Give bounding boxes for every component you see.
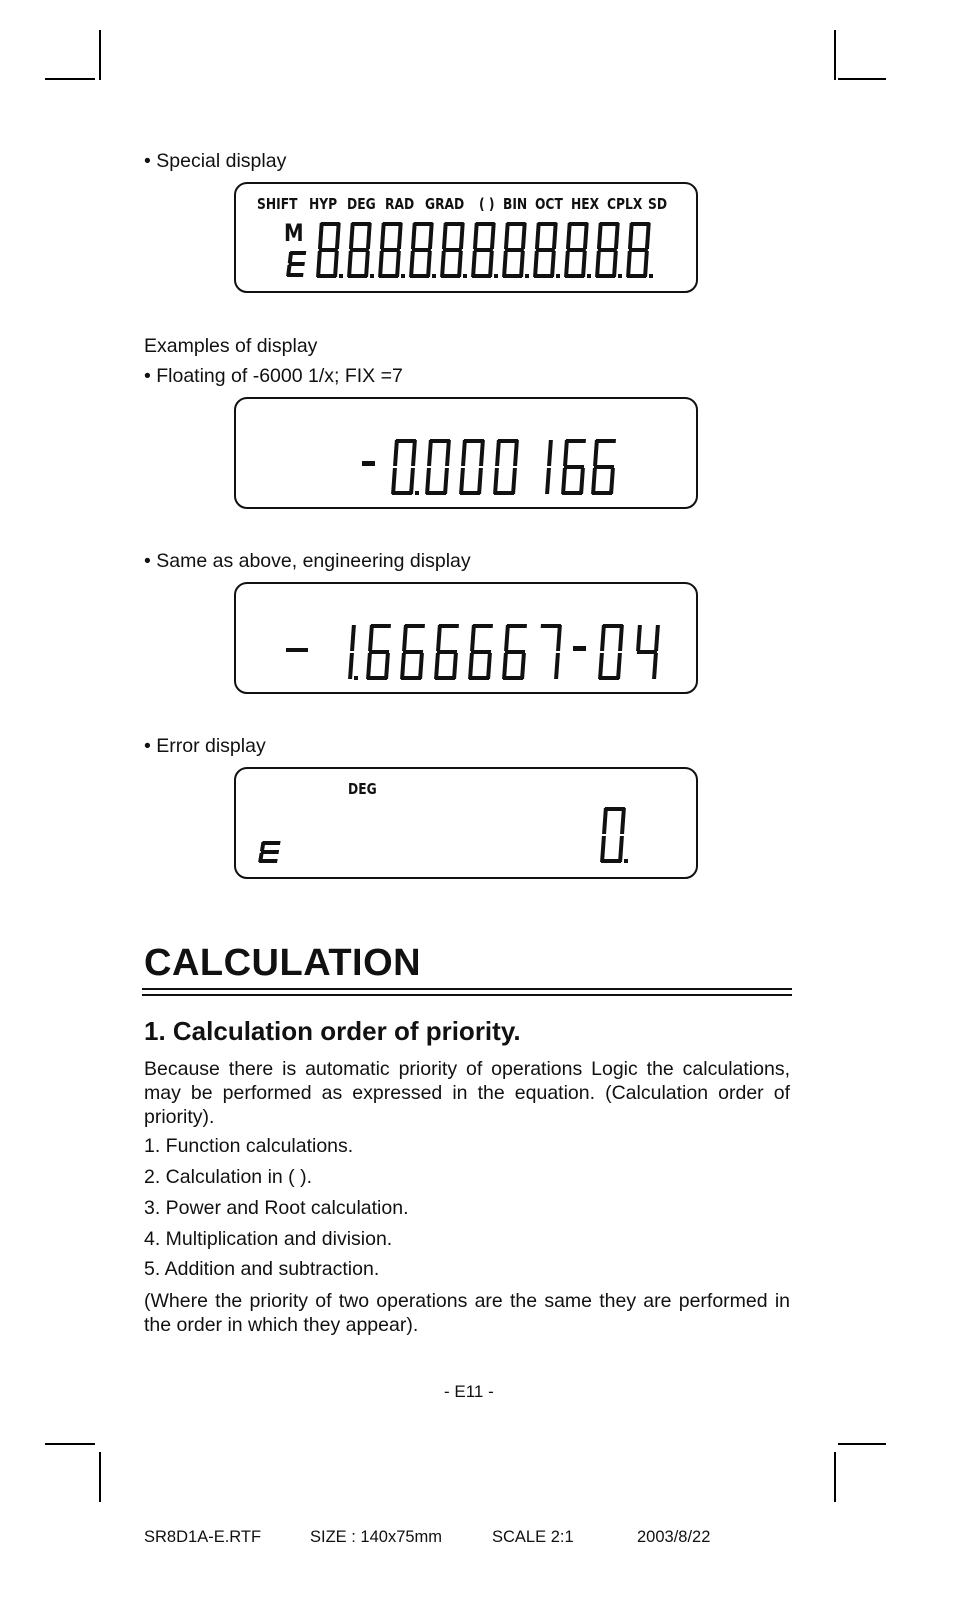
annunciator-7: OCT [535,195,563,214]
lcd-digit [502,624,527,680]
lcd-digit [378,222,405,278]
floating-display-svg [236,399,696,507]
floating-display-lcd [234,397,698,509]
lcd-digit [598,624,624,680]
priority-item-2: 2. Calculation in ( ). [144,1166,312,1188]
engineering-display-lcd [234,582,698,694]
lcd-digit [348,625,358,680]
footer-date: 2003/8/22 [637,1528,711,1546]
crop-mark-bottom-left-horizontal [45,1443,95,1445]
special-display-svg [236,184,696,291]
annunciator-5: ( ) [479,195,495,214]
lcd-digit [316,222,343,278]
floating-caption: • Floating of -6000 1/x; FIX =7 [144,365,403,387]
lcd-digit [533,222,560,278]
annunciator-8: HEX [571,195,600,214]
special-display-caption: • Special display [144,150,287,172]
lcd-digit [493,439,519,495]
section-rule-top [142,988,792,990]
error-display-lcd [234,767,698,879]
error-indicator [258,841,280,863]
lcd-digit [541,624,562,679]
priority-item-5: 5. Addition and subtraction. [144,1258,380,1280]
section-subtitle: 1. Calculation order of priority. [144,1016,521,1046]
annunciator-3: RAD [385,195,415,214]
section-rule-bottom [142,994,792,996]
page-number: - E11 - [444,1382,494,1401]
crop-mark-top-left-horizontal [45,78,95,80]
error-display-svg [236,769,696,877]
lcd-digit [600,807,628,863]
lcd-digit [471,222,498,278]
lcd-digit [502,222,529,278]
lcd-digit [409,222,436,278]
crop-mark-top-right-vertical [834,30,836,80]
lcd-digit [573,646,586,651]
examples-heading: Examples of display [144,335,318,357]
lcd-digit [347,222,374,278]
engineering-caption: • Same as above, engineering display [144,550,471,572]
error-indicator [286,251,306,277]
annunciator-6: BIN [503,195,528,214]
footer-scale: SCALE 2:1 [492,1528,574,1546]
deg-annunciator: DEG [348,780,377,799]
lcd-sign [286,648,308,652]
annunciator-4: GRAD [425,195,465,214]
lcd-digit [591,439,616,495]
lcd-digit [626,222,653,278]
lcd-digit [434,624,459,680]
priority-note: (Where the priority of two operations are the same they are performed in the order in which they appear). [144,1290,790,1336]
lcd-digit [595,222,622,278]
annunciator-2: DEG [347,195,376,214]
lcd-digit [545,440,553,494]
annunciator-10: SD [648,195,668,214]
lcd-digit [440,222,467,278]
lcd-digit [564,222,591,278]
lcd-digit [391,439,419,495]
annunciator-9: CPLX [607,195,643,214]
annunciator-0: SHIFT [257,195,298,214]
footer-size: SIZE : 140x75mm [310,1528,443,1546]
lcd-digit [636,625,660,679]
crop-mark-bottom-right-vertical [834,1452,836,1502]
lcd-digit [425,439,451,495]
priority-item-1: 1. Function calculations. [144,1135,354,1157]
lcd-digit [362,461,375,466]
footer-file: SR8D1A-E.RTF [144,1528,262,1546]
lcd-digit [561,439,586,495]
priority-item-3: 3. Power and Root calculation. [144,1197,409,1219]
annunciator-1: HYP [309,195,338,214]
crop-mark-top-left-vertical [99,30,101,80]
lcd-digit [400,624,425,680]
memory-indicator: M [284,220,304,248]
error-caption: • Error display [144,735,266,757]
crop-mark-top-right-horizontal [838,78,886,80]
engineering-display-svg [236,584,696,692]
section-intro: Because there is automatic priority of operations Logic the calculations, may be performed as expressed in the equation. (Calculation order of priority). [144,1058,790,1128]
lcd-digit [459,439,485,495]
crop-mark-bottom-right-horizontal [838,1443,886,1445]
crop-mark-bottom-left-vertical [99,1452,101,1502]
special-display-lcd [234,182,698,293]
lcd-digit [468,624,493,680]
priority-item-4: 4. Multiplication and division. [144,1228,393,1250]
section-title: CALCULATION [144,942,422,984]
lcd-digit [366,624,391,680]
